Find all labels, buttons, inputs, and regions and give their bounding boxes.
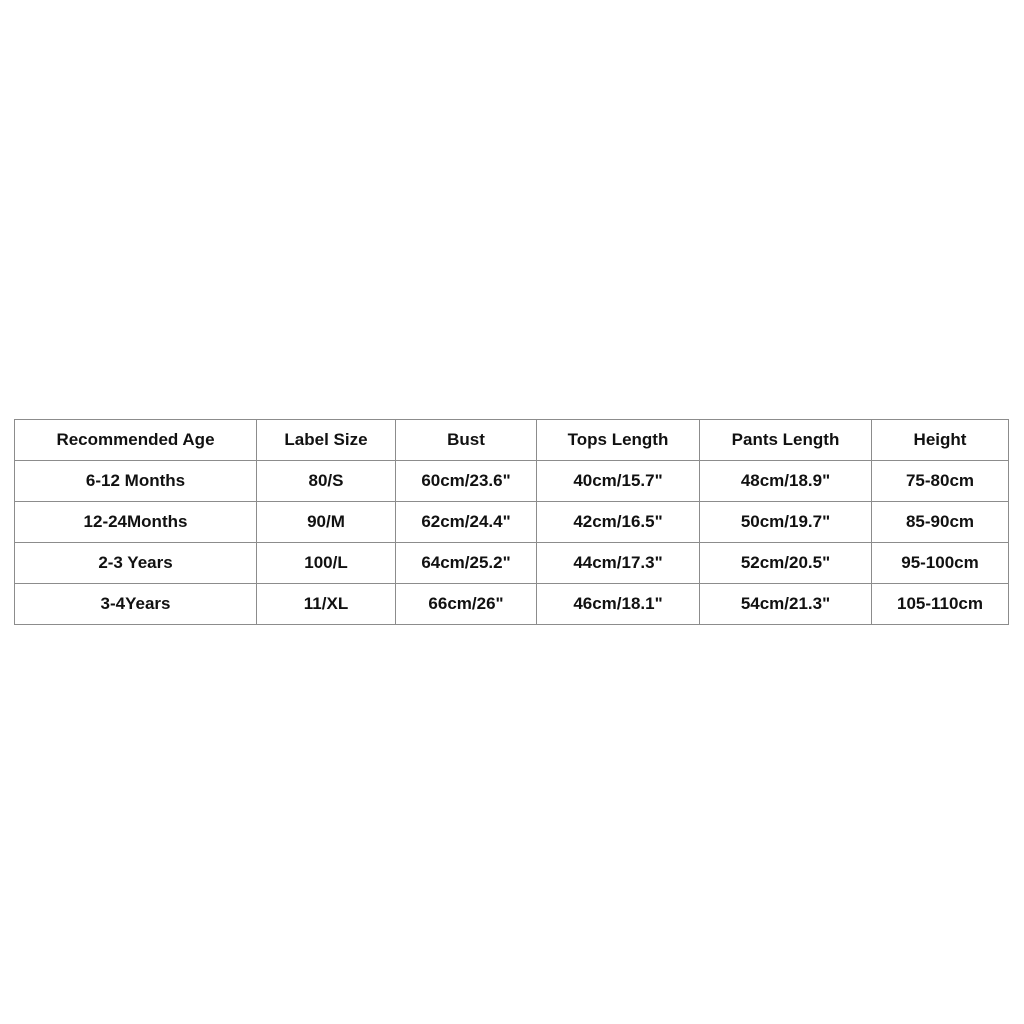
cell-recommended-age: 3-4Years [15, 584, 257, 625]
cell-bust: 62cm/24.4" [396, 502, 537, 543]
cell-pants-length: 48cm/18.9" [700, 461, 872, 502]
cell-height: 75-80cm [872, 461, 1009, 502]
table-row [15, 502, 1009, 543]
header-tops-length: Tops Length [537, 420, 700, 461]
table-row [15, 461, 1009, 502]
cell-pants-length: 54cm/21.3" [700, 584, 872, 625]
cell-tops-length: 42cm/16.5" [537, 502, 700, 543]
table-row [15, 584, 1009, 625]
cell-bust: 66cm/26" [396, 584, 537, 625]
cell-height: 105-110cm [872, 584, 1009, 625]
table-row [15, 543, 1009, 584]
cell-height: 95-100cm [872, 543, 1009, 584]
cell-pants-length: 52cm/20.5" [700, 543, 872, 584]
cell-recommended-age: 2-3 Years [15, 543, 257, 584]
cell-label-size: 100/L [257, 543, 396, 584]
cell-label-size: 90/M [257, 502, 396, 543]
cell-height: 85-90cm [872, 502, 1009, 543]
header-height: Height [872, 420, 1009, 461]
cell-tops-length: 40cm/15.7" [537, 461, 700, 502]
cell-label-size: 80/S [257, 461, 396, 502]
header-pants-length: Pants Length [700, 420, 872, 461]
cell-pants-length: 50cm/19.7" [700, 502, 872, 543]
cell-bust: 60cm/23.6" [396, 461, 537, 502]
header-label-size: Label Size [257, 420, 396, 461]
size-chart-header [15, 420, 1009, 461]
header-recommended-age: Recommended Age [15, 420, 257, 461]
cell-label-size: 11/XL [257, 584, 396, 625]
cell-recommended-age: 6-12 Months [15, 461, 257, 502]
header-bust: Bust [396, 420, 537, 461]
cell-tops-length: 46cm/18.1" [537, 584, 700, 625]
size-chart-body [15, 461, 1009, 625]
size-chart-table [14, 419, 1009, 625]
cell-recommended-age: 12-24Months [15, 502, 257, 543]
header-row [15, 420, 1009, 461]
cell-tops-length: 44cm/17.3" [537, 543, 700, 584]
cell-bust: 64cm/25.2" [396, 543, 537, 584]
